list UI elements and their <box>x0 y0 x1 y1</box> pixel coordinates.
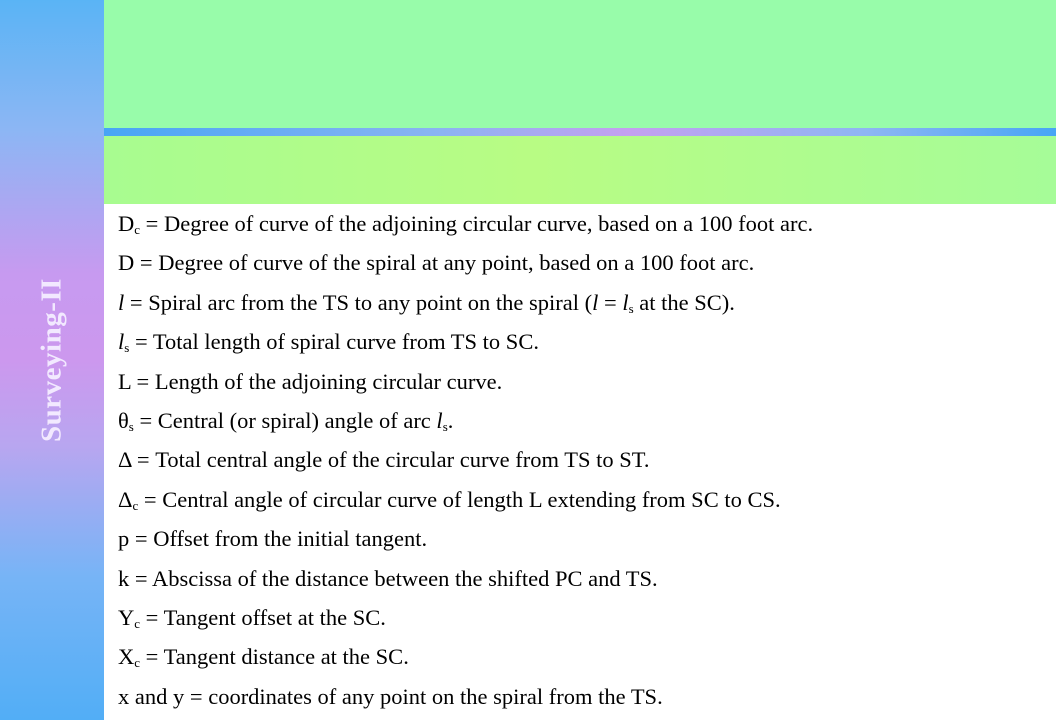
definition-symbol: X <box>118 644 135 670</box>
sidebar-title: Surveying-II <box>35 278 68 442</box>
equation-rhs: l <box>622 289 629 315</box>
definition-item <box>118 362 1056 401</box>
definition-text: Central (or spiral) angle of arc <box>157 407 437 433</box>
definition-symbol: x and y <box>118 683 185 709</box>
definition-symbol: D <box>118 250 135 276</box>
definition-operator: = <box>130 368 155 394</box>
definition-subscript: c <box>134 615 141 631</box>
definition-operator: = <box>129 565 152 591</box>
definition-item <box>118 637 1056 676</box>
definition-operator: = <box>129 329 153 355</box>
definition-item <box>118 440 1056 479</box>
definition-tail: . <box>447 407 454 433</box>
definition-item <box>118 677 1056 716</box>
definition-subscript: s <box>124 340 130 356</box>
definition-symbol: Δ <box>118 486 133 512</box>
definition-symbol: l <box>118 329 125 355</box>
definition-text: coordinates of any point on the spiral from the TS. <box>208 683 663 709</box>
definition-operator: = <box>124 289 149 315</box>
equation-rhs-subscript: s <box>628 300 634 316</box>
sidebar <box>0 0 104 720</box>
definition-operator: = <box>140 211 164 236</box>
arc-symbol: l <box>436 407 443 433</box>
title-band <box>104 0 1056 128</box>
definition-text: Tangent distance at the SC. <box>163 644 409 670</box>
definition-subscript: c <box>134 655 141 671</box>
definition-tail: at the SC). <box>633 289 735 315</box>
definition-text: Length of the adjoining circular curve. <box>154 368 503 394</box>
definition-subscript: c <box>134 222 141 237</box>
definition-text: Abscissa of the distance between the shifted PC and TS. <box>151 565 658 591</box>
definition-text: Spiral arc from the TS to any point on the spiral ( <box>148 289 593 315</box>
definition-symbol: Δ <box>118 447 132 473</box>
definition-item <box>118 519 1056 558</box>
definition-operator: = <box>131 447 156 473</box>
definition-symbol: θ <box>118 407 129 433</box>
definition-item <box>118 283 1056 322</box>
definition-text: Offset from the initial tangent. <box>153 526 428 552</box>
definition-item <box>118 598 1056 637</box>
definition-operator: = <box>134 250 159 276</box>
definition-symbol: L <box>118 368 131 394</box>
definition-item <box>118 204 1056 243</box>
definition-text: Degree of curve of the spiral at any point, based on a 100 foot arc. <box>158 250 755 276</box>
definition-item <box>118 322 1056 361</box>
definition-text: Total central angle of the circular curve from TS to ST. <box>155 447 650 473</box>
definition-operator: = <box>184 683 209 709</box>
equation-symbol: l <box>592 289 599 315</box>
definition-item <box>118 480 1056 519</box>
subtitle-band <box>104 136 1056 204</box>
definition-operator: = <box>140 604 164 630</box>
definition-symbol: k <box>118 565 130 591</box>
definitions-list <box>118 204 1056 716</box>
definition-subscript: c <box>132 497 139 513</box>
definition-operator: = <box>140 644 164 670</box>
definition-text: Total length of spiral curve from TS to SC. <box>152 329 539 355</box>
definition-operator: = <box>133 407 158 433</box>
definition-subscript: s <box>128 418 134 434</box>
equation-operator: = <box>598 289 623 315</box>
definition-symbol: Y <box>118 604 135 630</box>
arc-subscript: s <box>442 418 448 434</box>
definition-text: Central angle of circular curve of length L extending from SC to CS. <box>162 486 781 512</box>
definition-symbol: l <box>118 289 125 315</box>
definition-text: Tangent offset at the SC. <box>163 604 386 630</box>
definition-symbol: p <box>118 526 130 552</box>
title-divider <box>104 128 1056 136</box>
definition-operator: = <box>138 486 163 512</box>
definition-operator: = <box>129 526 154 552</box>
definition-item <box>118 243 1056 282</box>
definition-item <box>118 559 1056 598</box>
definition-item <box>118 401 1056 440</box>
definition-symbol: D <box>118 211 135 236</box>
definition-text: Degree of curve of the adjoining circular curve, based on a 100 foot arc. <box>163 211 814 236</box>
